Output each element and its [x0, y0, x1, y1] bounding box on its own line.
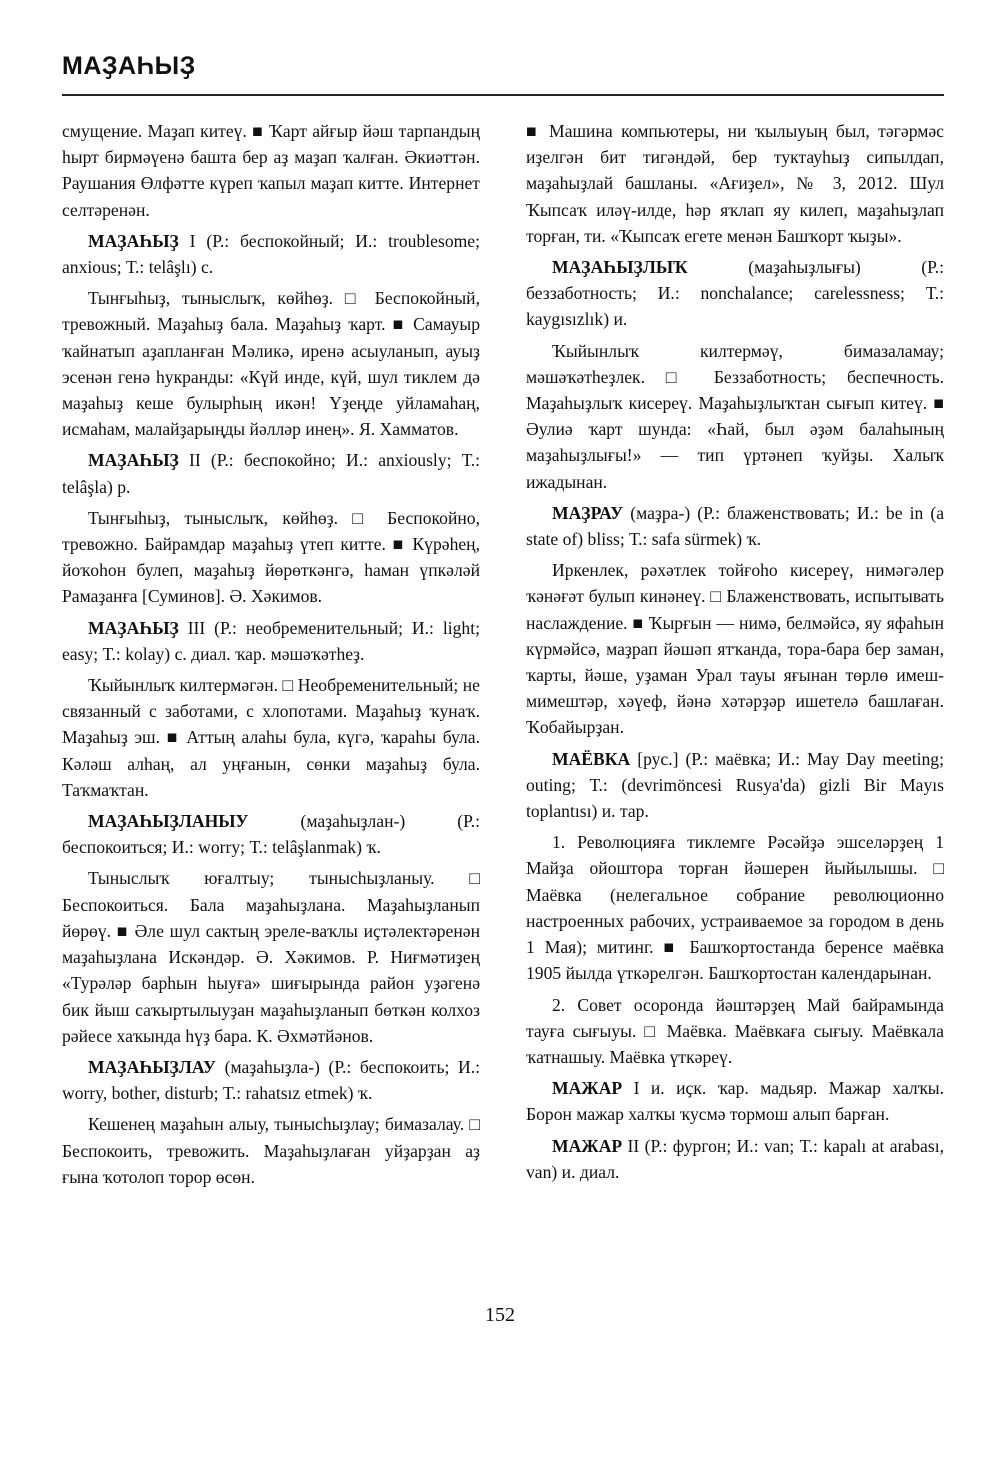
entry-headword: МАҘАҺЫҘЛАНЫУ (маҙаһыҙлан-) (Р.: беспокоиться; И.: worry; Т.: telâşlanmak) ҡ. — [62, 811, 480, 858]
entry-headword: МАҘАҺЫҘЛАУ (маҙаһыҙла-) (Р.: беспокоить; И.: worry, bother, disturb; Т.: rahatsız etmek) ҡ. — [62, 1056, 480, 1104]
headword: МАҘАҺЫҘЛАНЫУ — [88, 811, 249, 832]
entry-headword: МАҘАҺЫҘ III (Р.: необременительный; И.: light; easy; Т.: kolay) с. диал. ҡар. мәшәҡәтһеҙ. — [62, 617, 480, 664]
headword: МАЁВКА — [552, 748, 631, 769]
entry-text: Иркенлек, рәхәтлек тойғоһо кисереү, нимәгәлер ҡәнәғәт булып кинәнеү. □ Блаженствовать, испытывать наслаждение. ■ Ҡырғын — нимә, белмәйсә, яу яфаһын күрмәйсә, маҙрап йәшәп ятҡанда, тора-бара бер заман, ҡарты, йәше, уҙаман Урал тауы яғынан төрлө имеш-мимештәр, хәүеф, йәнә хәтәрҙәр ишетелә башлаған. Ҡобайырҙан. — [526, 560, 944, 738]
left-column — [62, 118, 480, 1195]
headword: МАҘАҺЫҘ — [88, 230, 179, 251]
headword: МАЖАР — [552, 1135, 623, 1156]
entry-headword: МАЖАР I и. иҫк. ҡар. мадьяр. Мажар халҡы. Борон мажар халҡы ҡусмә тормош алып барған. — [526, 1078, 944, 1125]
right-column — [526, 118, 944, 1190]
entry-headword: МАҘАҺЫҘ I (Р.: беспокойный; И.: troublesome; anxious; Т.: telâşlı) с. — [62, 230, 480, 278]
entry-text: ■ Машина компьютеры, ни ҡылыуың был, тәгәрмәс иҙелгән бит тигәндәй, бер туктауһыҙ сипылдап, маҙаһыҙлай башланы. «Ағиҙел», № 3, 2012. Шул Ҡыпсаҡ иләү-илде, һәр яҡлап яу килеп, маҙаһыҙлап торған, ти. «Ҡыпсаҡ егете менән Башҡорт ҡыҙы». — [526, 121, 944, 246]
entry-text: смущение. Маҙап китеү. ■ Ҡарт айғыр йәш тарпандың һырт бирмәүенә башта бер аҙ маҙап ҡалған. Әкиәттән. Раушания Өлфәтте күреп ҡапыл маҙап китте. Интернет селтәренән. — [62, 121, 480, 220]
entry-text: Ҡыйынлыҡ килтермәү, бимазаламау; мәшәҡәтһеҙлек. □ Беззаботность; беспечность. Маҙаһыҙлыҡ кисереү. Маҙаһыҙлыҡтан сығып китеү. ■ Әулиә ҡарт шунда: «Һай, был әҙәм балаһының маҙаһыҙлығы!» — тип үртәнеп ҡуйҙы. Халыҡ ижадынан. — [526, 340, 944, 492]
headword: МАҘАҺЫҘЛАУ — [88, 1056, 216, 1077]
headword: МАҘАҺЫҘЛЫҠ — [552, 257, 688, 278]
entry-sense: 2. Совет осоронда йәштәрҙең Май байрамында тауға сығыуы. □ Маёвка. Маёвкаға сығыу. Маёвкала ҡатнашыу. Маёвка үткәреү. — [526, 994, 944, 1067]
headword: МАҘАҺЫҘ — [88, 450, 179, 471]
header-title: МАҘАҺЫҘ — [62, 52, 196, 80]
header-rule — [62, 94, 944, 96]
entry-text: Тынғыһыҙ, тыныслыҡ, көйһөҙ. □ Беспокойно, тревожно. Байрамдар маҙаһыҙ үтеп китте. ■ Күрәһең, йоҡоһон булеп, маҙаһыҙ йөрөткәнгә, һаман үпкәләй Рамаҙанға [Суминов]. Ә. Хәкимов. — [62, 507, 480, 607]
entry-text: Тыныслыҡ юғалтыу; тынысһыҙланыу. □ Беспокоиться. Бала маҙаһыҙлана. Маҙаһыҙланып йөрөү. ■ Әле шул сактың эреле-ваҡлы иҫтәлектәренән маҙаһыҙлана Искәндәр. Ә. Хәкимов. Р. Ниғмәтиҙең «Турәләр барһын һыуға» шиғырында район уҙәгенә бик йыш саҡыртылыуҙан маҙаһыҙланып бөткән колхоз рәйесе хаҡында һүҙ бара. К. Әхмәтйәнов. — [62, 868, 480, 1046]
entry-sense: 1. Революцияға тиклемге Рәсәйҙә эшселәрҙең 1 Майҙа ойоштора торған йәшерен йыйылышы. □ Маёвка (нелегальное собрание революционно настроенных рабочих, устраиваемое за городом в день 1 Мая); митинг. ■ Башҡортостанда беренсе маёвка 1905 йылда үткәрелгән. Башҡортостан календарынан. — [526, 832, 944, 984]
headword: МАЖАР — [552, 1078, 623, 1099]
headword: МАҘАҺЫҘ — [88, 617, 179, 638]
entry-headword: МАЖАР II (Р.: фургон; И.: van; Т.: kapalı at arabası, van) и. диал. — [526, 1135, 944, 1182]
headword: МАҘРАУ — [552, 502, 624, 523]
entry-headword: МАҘРАУ (маҙра-) (Р.: блаженствовать; И.: be in (a state of) bliss; Т.: safa sürmek) ҡ. — [526, 502, 944, 550]
running-header — [62, 52, 944, 81]
entry-text: Тынғыһыҙ, тыныслыҡ, көйһөҙ. □ Беспокойный, тревожный. Маҙаһыҙ бала. Маҙаһыҙ ҡарт. ■ Самауыр ҡайнатып аҙапланған Мәликә, иренә асыуланып, ауыҙ эсенән генә һукранды: «Күй инде, күй, шул тиклем дә маҙаһыҙ кеше булырһың икән! Үҙеңде уйламаһаң, исмаһам, малайҙарыңды йәлләр инең». Я. Хамматов. — [62, 288, 480, 440]
entry-text: Кешенең маҙаһын алыу, тынысһыҙлау; бимазалау. □ Беспокоить, тревожить. Маҙаһыҙлаған уйҙарҙан аҙ ғына ҡотолоп торор өсөн. — [62, 1114, 480, 1187]
entry-headword: МАҘАҺЫҘЛЫҠ (маҙаһыҙлығы) (Р.: беззаботность; И.: nonchalance; carelessness; Т.: kaygısızlık) и. — [526, 257, 944, 330]
page-number: 152 — [485, 1304, 515, 1326]
entry-text: Ҡыйынлыҡ килтермәгән. □ Необременительный; не связанный с заботами, с хлопотами. Маҙаһыҙ ҡунаҡ. Маҙаһыҙ эш. ■ Аттың алаһы була, күгә, ҡараһы була. Кәләш алһаң, ал уңғанын, сөнки маҙаһыҙ була. Таҡмаҡтан. — [62, 675, 480, 800]
entry-headword: МАЁВКА [рус.] (Р.: маёвка; И.: May Day meeting; outing; Т.: (devrimöncesi Rusya'da) gizli Bir Mayıs toplantısı) и. тар. — [526, 748, 944, 822]
entry-headword: МАҘАҺЫҘ II (Р.: беспокойно; И.: anxiously; Т.: telâşla) р. — [62, 450, 480, 497]
